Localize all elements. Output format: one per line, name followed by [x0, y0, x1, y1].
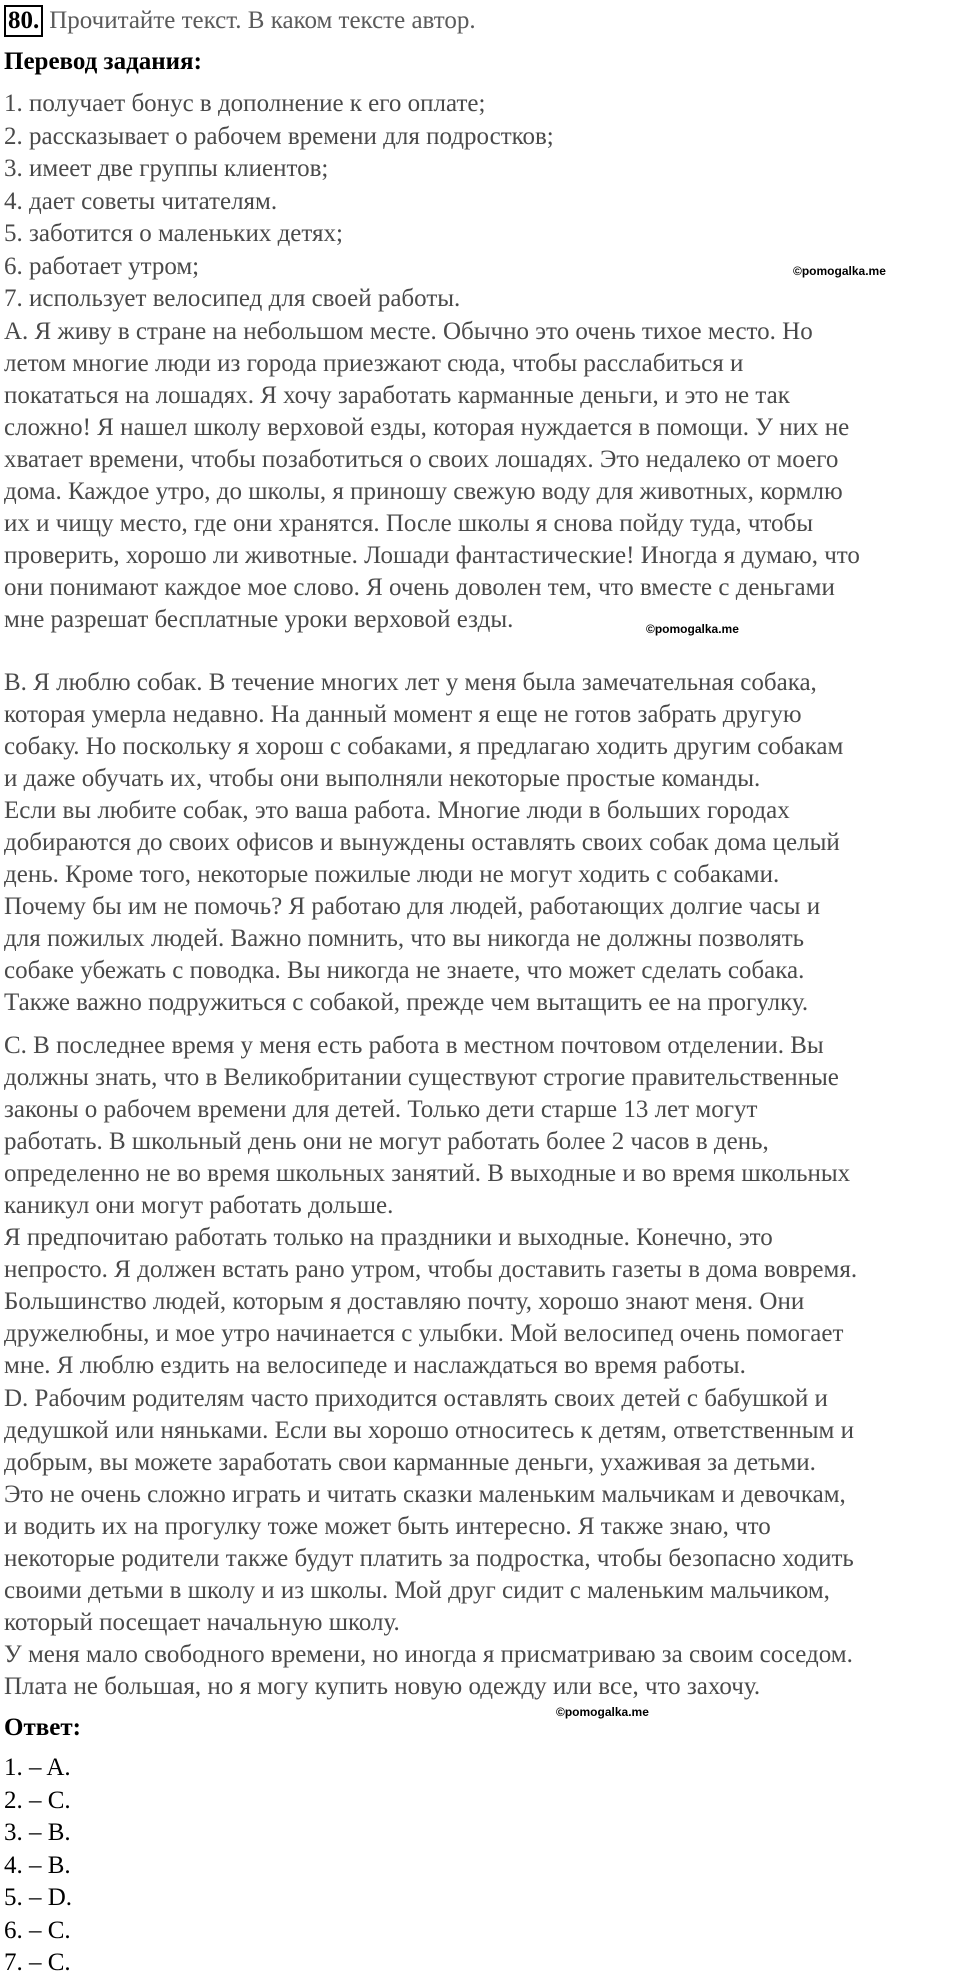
text-line: Это не очень сложно играть и читать сказки маленьким мальчикам и девочкам, — [4, 1481, 846, 1508]
text-line: проверить, хорошо ли животные. Лошади фантастические! Иногда я думаю, что — [4, 542, 860, 569]
answer-item: 2. – C. — [4, 1786, 71, 1814]
text-line: добрым, вы можете заработать свои карманные деньги, ухаживая за детьми. — [4, 1449, 816, 1476]
text-line: Большинство людей, которым я доставляю почту, хорошо знают меня. Они — [4, 1288, 805, 1315]
list-item: 3. имеет две группы клиентов; — [4, 155, 329, 182]
task-header — [4, 4, 476, 38]
task-items-list — [4, 88, 554, 316]
text-line: для пожилых людей. Важно помнить, что вы никогда не должны позволять — [4, 925, 805, 952]
list-item: 4. дает советы читателям. — [4, 187, 278, 215]
text-line: своими детьми в школу и из школы. Мой друг сидит с маленьким мальчиком, — [4, 1577, 830, 1604]
text-line: который посещает начальную школу. — [4, 1609, 400, 1636]
text-b — [4, 667, 843, 1019]
text-line: Также важно подружиться с собакой, прежде чем вытащить ее на прогулку. — [4, 989, 809, 1016]
list-item: 5. заботится о маленьких детях; — [4, 220, 343, 247]
text-line: добираются до своих офисов и вынуждены оставлять своих собак дома целый — [4, 829, 840, 856]
text-line: Я предпочитаю работать только на праздники и выходные. Конечно, это — [4, 1224, 773, 1251]
text-line: которая умерла недавно. На данный момент я еще не готов забрать другую — [4, 701, 802, 728]
text-d — [4, 1383, 854, 1703]
text-line: Почему бы им не помочь? Я работаю для людей, работающих долгие часы и — [4, 893, 821, 920]
text-line: каникул они могут работать дольше. — [4, 1192, 394, 1219]
text-line: Если вы любите собак, это ваша работа. Многие люди в больших городах — [4, 797, 790, 824]
answers-list — [4, 1752, 72, 1980]
answer-item: 6. – C. — [4, 1916, 71, 1944]
watermark: ©pomogalka.me — [556, 1705, 649, 1719]
translation-heading: Перевод задания: — [4, 48, 202, 75]
text-line: собаке убежать с поводка. Вы никогда не знаете, что может сделать собака. — [4, 957, 805, 984]
text-line: дедушкой или няньками. Если вы хорошо относитесь к детям, ответственным и — [4, 1417, 854, 1444]
answer-item: 5. – D. — [4, 1884, 73, 1911]
text-c — [4, 1030, 857, 1382]
text-line: они понимают каждое мое слово. Я очень доволен тем, что вместе с деньгами — [4, 574, 835, 601]
text-line: дружелюбны, и мое утро начинается с улыбки. Мой велосипед очень помогает — [4, 1320, 844, 1347]
text-line: их и чищу место, где они хранятся. После школы я снова пойду туда, чтобы — [4, 510, 814, 537]
text-line: должны знать, что в Великобритании существуют строгие правительственные — [4, 1064, 839, 1091]
watermark: ©pomogalka.me — [793, 264, 886, 278]
answer-item: 3. – B. — [4, 1819, 71, 1846]
text-line: дома. Каждое утро, до школы, я приношу свежую воду для животных, кормлю — [4, 478, 843, 505]
answer-item: 1. – A. — [4, 1754, 71, 1781]
watermark: ©pomogalka.me — [646, 622, 739, 636]
list-item: 6. работает утром; — [4, 252, 200, 280]
task-instruction: Прочитайте текст. В каком тексте автор. — [49, 7, 476, 34]
text-line: день. Кроме того, некоторые пожилые люди не могут ходить с собаками. — [4, 861, 780, 888]
answer-item: 7. – C. — [4, 1949, 71, 1976]
text-line: покататься на лошадях. Я хочу заработать карманные деньги, и это не так — [4, 382, 790, 409]
text-line: летом многие люди из города приезжают сюда, чтобы расслабиться и — [4, 350, 744, 377]
list-item: 2. рассказывает о рабочем времени для подростков; — [4, 122, 554, 150]
list-item: 1. получает бонус в дополнение к его оплате; — [4, 90, 486, 117]
text-line: определенно не во время школьных занятий. В выходные и во время школьных — [4, 1160, 851, 1187]
text-line: C. В последнее время у меня есть работа в местном почтовом отделении. Вы — [4, 1032, 824, 1059]
text-line: D. Рабочим родителям часто приходится оставлять своих детей с бабушкой и — [4, 1385, 828, 1412]
text-line: сложно! Я нашел школу верховой езды, которая нуждается в помощи. У них не — [4, 414, 850, 441]
text-line: собаку. Но поскольку я хорош с собаками, я предлагаю ходить другим собакам — [4, 733, 844, 760]
text-line: законы о рабочем времени для детей. Только дети старше 13 лет могут — [4, 1096, 758, 1123]
text-line: и водить их на прогулку тоже может быть интересно. Я также знаю, что — [4, 1513, 771, 1540]
text-line: мне. Я люблю ездить на велосипеде и наслаждаться во время работы. — [4, 1352, 746, 1379]
text-line: У меня мало свободного времени, но иногда я присматриваю за своим соседом. — [4, 1641, 853, 1668]
text-line: некоторые родители также будут платить за подростка, чтобы безопасно ходить — [4, 1545, 854, 1572]
text-a — [4, 316, 860, 636]
text-line: B. Я люблю собак. В течение многих лет у меня была замечательная собака, — [4, 669, 817, 696]
text-line: непросто. Я должен встать рано утром, чтобы доставить газеты в дома вовремя. — [4, 1256, 858, 1283]
list-item: 7. использует велосипед для своей работы. — [4, 285, 461, 312]
answer-heading: Ответ: — [4, 1714, 81, 1741]
text-line: и даже обучать их, чтобы они выполняли некоторые простые команды. — [4, 765, 761, 792]
answer-item: 4. – B. — [4, 1851, 71, 1879]
text-line: A. Я живу в стране на небольшом месте. Обычно это очень тихое место. Но — [4, 318, 813, 345]
text-line: мне разрешат бесплатные уроки верховой езды. — [4, 606, 514, 633]
task-number: 80. — [4, 5, 43, 37]
text-line: Плата не большая, но я могу купить новую одежду или все, что захочу. — [4, 1673, 761, 1700]
text-line: хватает времени, чтобы позаботиться о своих лошадях. Это недалеко от моего — [4, 446, 839, 473]
text-line: работать. В школьный день они не могут работать более 2 часов в день, — [4, 1128, 769, 1155]
